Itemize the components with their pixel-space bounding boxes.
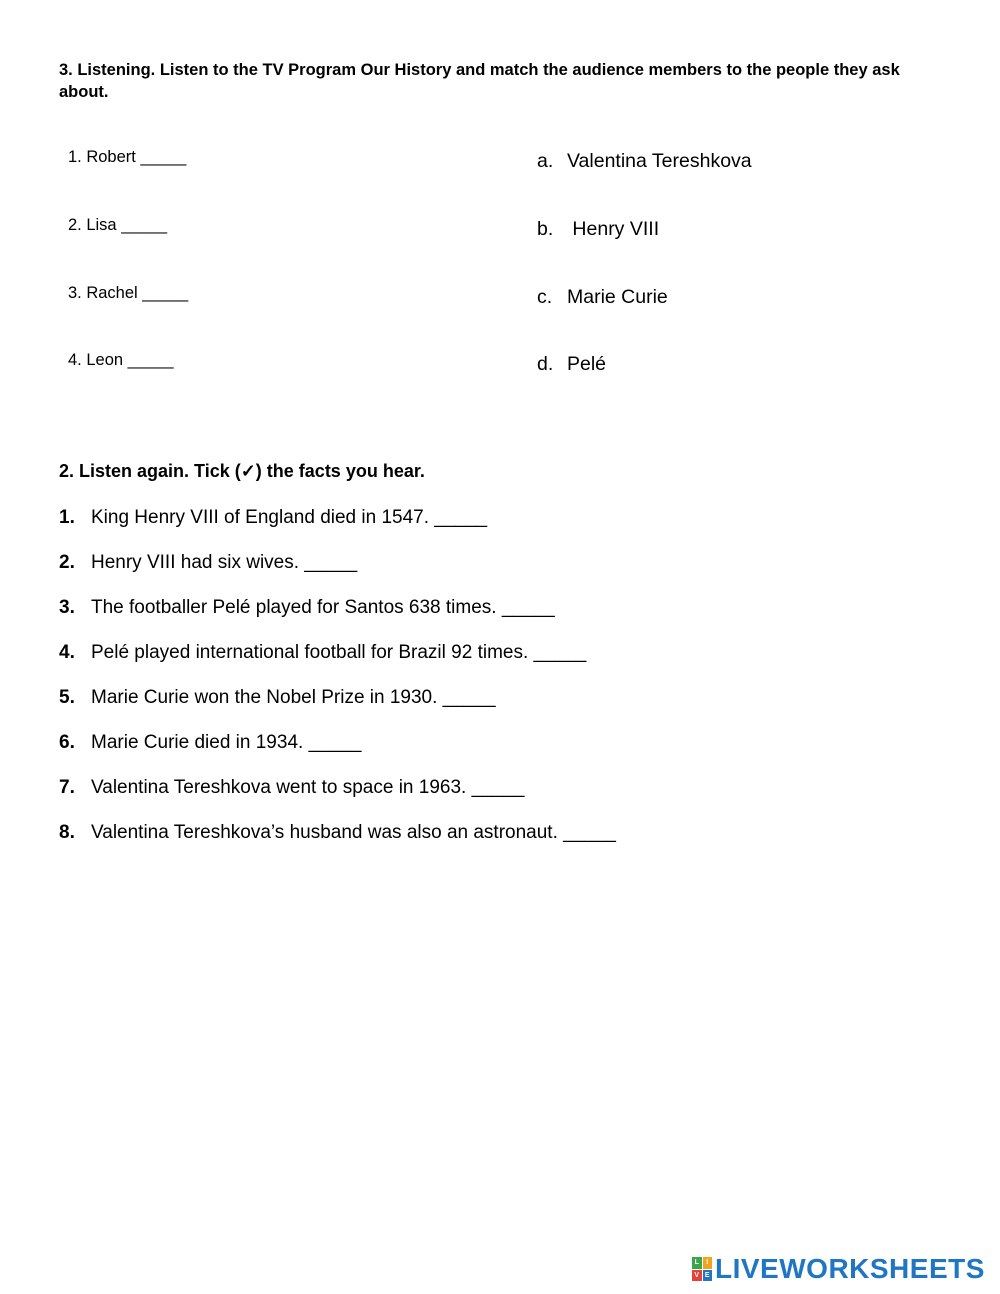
liveworksheets-logo bbox=[692, 1253, 985, 1285]
audience-item-rachel: 3. Rachel _____ bbox=[68, 284, 189, 302]
fact-text: Henry VIII had six wives. _____ bbox=[91, 552, 358, 573]
person-option-b bbox=[537, 218, 659, 241]
option-name: Valentina Tereshkova bbox=[567, 150, 752, 172]
mark-cell: L bbox=[692, 1257, 702, 1269]
option-name: Pelé bbox=[567, 353, 607, 375]
fact-item bbox=[59, 552, 357, 574]
fact-number: 5. bbox=[59, 687, 75, 708]
person-option-d bbox=[537, 353, 606, 376]
fact-number: 8. bbox=[59, 822, 75, 843]
audience-item-leon: 4. Leon _____ bbox=[68, 351, 174, 369]
option-name: Marie Curie bbox=[567, 286, 668, 308]
option-letter: c. bbox=[537, 286, 553, 308]
fact-number: 7. bbox=[59, 777, 75, 798]
fact-item bbox=[59, 822, 616, 844]
fact-text: Marie Curie won the Nobel Prize in 1930. _____ bbox=[91, 687, 496, 708]
section2-title: 2. Listen again. Tick (✓) the facts you hear. bbox=[59, 461, 425, 481]
fact-item bbox=[59, 777, 524, 799]
fact-number: 3. bbox=[59, 597, 75, 618]
fact-text: Valentina Tereshkova went to space in 1963. _____ bbox=[91, 777, 525, 798]
audience-item-lisa: 2. Lisa _____ bbox=[68, 216, 168, 234]
fact-number: 6. bbox=[59, 732, 75, 753]
liveworksheets-wordmark: LIVEWORKSHEETS bbox=[715, 1253, 985, 1284]
mark-cell: V bbox=[692, 1270, 702, 1282]
option-letter: b. bbox=[537, 218, 554, 240]
person-option-c bbox=[537, 286, 668, 309]
fact-text: Valentina Tereshkova’s husband was also an astronaut. _____ bbox=[91, 822, 616, 843]
mark-cell: E bbox=[703, 1270, 713, 1282]
fact-number: 1. bbox=[59, 507, 75, 528]
fact-text: Marie Curie died in 1934. _____ bbox=[91, 732, 362, 753]
fact-item bbox=[59, 732, 361, 754]
option-letter: a. bbox=[537, 150, 554, 172]
fact-item bbox=[59, 597, 555, 619]
section3-instruction: 3. Listening. Listen to the TV Program Our History and match the audience members to the people they ask about. bbox=[59, 61, 900, 101]
fact-item bbox=[59, 507, 487, 529]
mark-cell: I bbox=[703, 1257, 713, 1269]
fact-item bbox=[59, 642, 586, 664]
fact-item bbox=[59, 687, 496, 709]
fact-text: Pelé played international football for Brazil 92 times. _____ bbox=[91, 642, 587, 663]
liveworksheets-mark-icon bbox=[692, 1257, 712, 1281]
fact-text: The footballer Pelé played for Santos 638 times. _____ bbox=[91, 597, 555, 618]
fact-number: 4. bbox=[59, 642, 75, 663]
fact-number: 2. bbox=[59, 552, 75, 573]
option-name: Henry VIII bbox=[567, 218, 660, 240]
person-option-a bbox=[537, 150, 752, 173]
audience-item-robert: 1. Robert _____ bbox=[68, 148, 187, 166]
option-letter: d. bbox=[537, 353, 554, 375]
fact-text: King Henry VIII of England died in 1547. _____ bbox=[91, 507, 488, 528]
